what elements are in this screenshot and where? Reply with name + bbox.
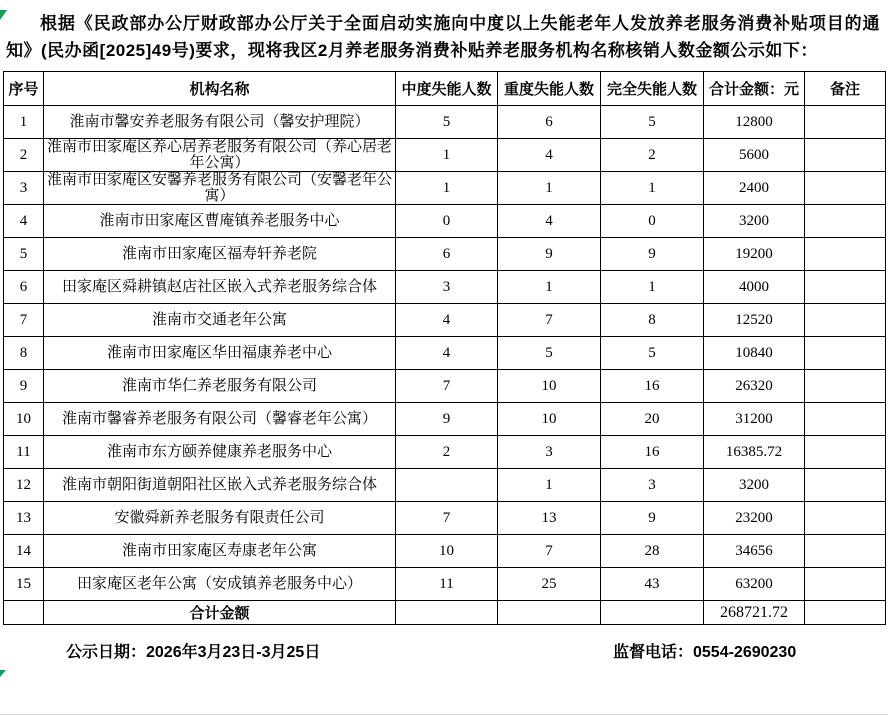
table-row bbox=[4, 403, 886, 436]
header-remark: 备注 bbox=[805, 72, 886, 106]
severe-cell: 3 bbox=[498, 436, 601, 469]
complete-cell: 1 bbox=[601, 172, 704, 205]
moderate-cell: 1 bbox=[396, 139, 498, 172]
total-complete-cell bbox=[601, 601, 704, 625]
total-cell: 10840 bbox=[704, 337, 805, 370]
no-cell: 7 bbox=[4, 304, 44, 337]
severe-cell: 6 bbox=[498, 106, 601, 139]
complete-cell: 20 bbox=[601, 403, 704, 436]
total-cell: 5600 bbox=[704, 139, 805, 172]
severe-cell: 4 bbox=[498, 139, 601, 172]
total-cell: 2400 bbox=[704, 172, 805, 205]
no-cell: 6 bbox=[4, 271, 44, 304]
table-row bbox=[4, 304, 886, 337]
total-cell: 19200 bbox=[704, 238, 805, 271]
complete-cell: 1 bbox=[601, 271, 704, 304]
moderate-cell: 3 bbox=[396, 271, 498, 304]
table-row bbox=[4, 436, 886, 469]
total-cell: 34656 bbox=[704, 535, 805, 568]
header-org-name: 机构名称 bbox=[44, 72, 396, 106]
publicity-date-text: 公示日期：2026年3月23日-3月25日 bbox=[66, 644, 321, 661]
no-cell: 11 bbox=[4, 436, 44, 469]
remark-cell bbox=[805, 304, 886, 337]
severe-cell: 10 bbox=[498, 370, 601, 403]
remark-cell bbox=[805, 535, 886, 568]
remark-cell bbox=[805, 568, 886, 601]
severe-cell: 13 bbox=[498, 502, 601, 535]
no-cell: 15 bbox=[4, 568, 44, 601]
total-moderate-cell bbox=[396, 601, 498, 625]
moderate-cell: 0 bbox=[396, 205, 498, 238]
org-name-cell: 淮南市田家庵区福寿轩养老院 bbox=[44, 238, 396, 271]
total-cell: 3200 bbox=[704, 469, 805, 502]
moderate-cell: 10 bbox=[396, 535, 498, 568]
remark-cell bbox=[805, 502, 886, 535]
total-cell: 12800 bbox=[704, 106, 805, 139]
moderate-cell: 9 bbox=[396, 403, 498, 436]
no-cell: 12 bbox=[4, 469, 44, 502]
header-moderate-disability-count: 中度失能人数 bbox=[396, 72, 498, 106]
table-row bbox=[4, 172, 886, 205]
total-label-cell: 合计金额 bbox=[44, 601, 396, 625]
moderate-cell: 7 bbox=[396, 502, 498, 535]
org-name-cell: 淮南市田家庵区养心居养老服务有限公司（养心居老年公寓） bbox=[44, 139, 396, 172]
moderate-cell: 2 bbox=[396, 436, 498, 469]
complete-cell: 16 bbox=[601, 370, 704, 403]
supervision-phone-text: 监督电话：0554-2690230 bbox=[613, 644, 797, 661]
remark-cell bbox=[805, 172, 886, 205]
table-row bbox=[4, 139, 886, 172]
moderate-cell: 11 bbox=[396, 568, 498, 601]
complete-cell: 2 bbox=[601, 139, 704, 172]
no-cell: 8 bbox=[4, 337, 44, 370]
remark-cell bbox=[805, 205, 886, 238]
org-name-cell: 淮南市田家庵区寿康老年公寓 bbox=[44, 535, 396, 568]
remark-cell bbox=[805, 469, 886, 502]
severe-cell: 7 bbox=[498, 304, 601, 337]
severe-cell: 1 bbox=[498, 172, 601, 205]
total-cell: 63200 bbox=[704, 568, 805, 601]
moderate-cell bbox=[396, 469, 498, 502]
complete-cell: 9 bbox=[601, 238, 704, 271]
header-serial-number: 序号 bbox=[4, 72, 44, 106]
severe-cell: 7 bbox=[498, 535, 601, 568]
moderate-cell: 7 bbox=[396, 370, 498, 403]
org-name-cell: 田家庵区老年公寓（安成镇养老服务中心） bbox=[44, 568, 396, 601]
header-complete-disability-count: 完全失能人数 bbox=[601, 72, 704, 106]
total-cell: 12520 bbox=[704, 304, 805, 337]
org-name-cell: 淮南市东方颐养健康养老服务中心 bbox=[44, 436, 396, 469]
table-row bbox=[4, 238, 886, 271]
total-row bbox=[4, 601, 886, 625]
total-cell: 23200 bbox=[704, 502, 805, 535]
complete-cell: 28 bbox=[601, 535, 704, 568]
table-row bbox=[4, 106, 886, 139]
table-row bbox=[4, 568, 886, 601]
no-cell: 3 bbox=[4, 172, 44, 205]
remark-cell bbox=[805, 238, 886, 271]
header-row bbox=[4, 72, 886, 106]
table-row bbox=[4, 502, 886, 535]
org-name-cell: 淮南市华仁养老服务有限公司 bbox=[44, 370, 396, 403]
org-name-cell: 安徽舜新养老服务有限责任公司 bbox=[44, 502, 396, 535]
table-row bbox=[4, 469, 886, 502]
moderate-cell: 6 bbox=[396, 238, 498, 271]
complete-cell: 16 bbox=[601, 436, 704, 469]
total-cell: 31200 bbox=[704, 403, 805, 436]
no-cell: 1 bbox=[4, 106, 44, 139]
org-name-cell: 淮南市馨睿养老服务有限公司（馨睿老年公寓） bbox=[44, 403, 396, 436]
moderate-cell: 4 bbox=[396, 304, 498, 337]
remark-cell bbox=[805, 271, 886, 304]
no-cell: 4 bbox=[4, 205, 44, 238]
table-body bbox=[4, 106, 886, 601]
remark-cell bbox=[805, 436, 886, 469]
subsidy-table bbox=[3, 71, 886, 625]
severe-cell: 25 bbox=[498, 568, 601, 601]
complete-cell: 9 bbox=[601, 502, 704, 535]
complete-cell: 0 bbox=[601, 205, 704, 238]
footer bbox=[0, 625, 888, 667]
total-cell: 4000 bbox=[704, 271, 805, 304]
table-header bbox=[4, 72, 886, 106]
remark-cell bbox=[805, 337, 886, 370]
complete-cell: 3 bbox=[601, 469, 704, 502]
org-name-cell: 淮南市田家庵区安馨养老服务有限公司（安馨老年公寓） bbox=[44, 172, 396, 205]
total-cell: 26320 bbox=[704, 370, 805, 403]
severe-cell: 1 bbox=[498, 469, 601, 502]
table-row bbox=[4, 205, 886, 238]
no-cell: 2 bbox=[4, 139, 44, 172]
moderate-cell: 5 bbox=[396, 106, 498, 139]
severe-cell: 10 bbox=[498, 403, 601, 436]
intro-paragraph: 根据《民政部办公厅财政部办公厅关于全面启动实施向中度以上失能老年人发放养老服务消费补贴项目的通知》(民办函[2025]49号)要求，现将我区2月养老服务消费补贴养老服务机构名称核销人数金额公示如下： bbox=[6, 14, 880, 60]
green-corner-mark-bottom-left bbox=[0, 670, 6, 677]
org-name-cell: 淮南市田家庵区曹庵镇养老服务中心 bbox=[44, 205, 396, 238]
complete-cell: 43 bbox=[601, 568, 704, 601]
org-name-cell: 淮南市交通老年公寓 bbox=[44, 304, 396, 337]
total-serial-cell bbox=[4, 601, 44, 625]
table-row bbox=[4, 370, 886, 403]
severe-cell: 1 bbox=[498, 271, 601, 304]
moderate-cell: 1 bbox=[396, 172, 498, 205]
org-name-cell: 田家庵区舜耕镇赵店社区嵌入式养老服务综合体 bbox=[44, 271, 396, 304]
no-cell: 14 bbox=[4, 535, 44, 568]
total-amount-cell: 268721.72 bbox=[704, 601, 805, 625]
moderate-cell: 4 bbox=[396, 337, 498, 370]
complete-cell: 8 bbox=[601, 304, 704, 337]
org-name-cell: 淮南市馨安养老服务有限公司（馨安护理院） bbox=[44, 106, 396, 139]
remark-cell bbox=[805, 370, 886, 403]
no-cell: 13 bbox=[4, 502, 44, 535]
total-remark-cell bbox=[805, 601, 886, 625]
remark-cell bbox=[805, 106, 886, 139]
table-row bbox=[4, 535, 886, 568]
severe-cell: 4 bbox=[498, 205, 601, 238]
severe-cell: 9 bbox=[498, 238, 601, 271]
no-cell: 9 bbox=[4, 370, 44, 403]
total-cell: 16385.72 bbox=[704, 436, 805, 469]
remark-cell bbox=[805, 403, 886, 436]
total-severe-cell bbox=[498, 601, 601, 625]
no-cell: 5 bbox=[4, 238, 44, 271]
remark-cell bbox=[805, 139, 886, 172]
complete-cell: 5 bbox=[601, 337, 704, 370]
org-name-cell: 淮南市朝阳街道朝阳社区嵌入式养老服务综合体 bbox=[44, 469, 396, 502]
table-row bbox=[4, 271, 886, 304]
header-total-amount: 合计金额：元 bbox=[704, 72, 805, 106]
severe-cell: 5 bbox=[498, 337, 601, 370]
header-severe-disability-count: 重度失能人数 bbox=[498, 72, 601, 106]
complete-cell: 5 bbox=[601, 106, 704, 139]
table-row bbox=[4, 337, 886, 370]
org-name-cell: 淮南市田家庵区华田福康养老中心 bbox=[44, 337, 396, 370]
total-cell: 3200 bbox=[704, 205, 805, 238]
no-cell: 10 bbox=[4, 403, 44, 436]
